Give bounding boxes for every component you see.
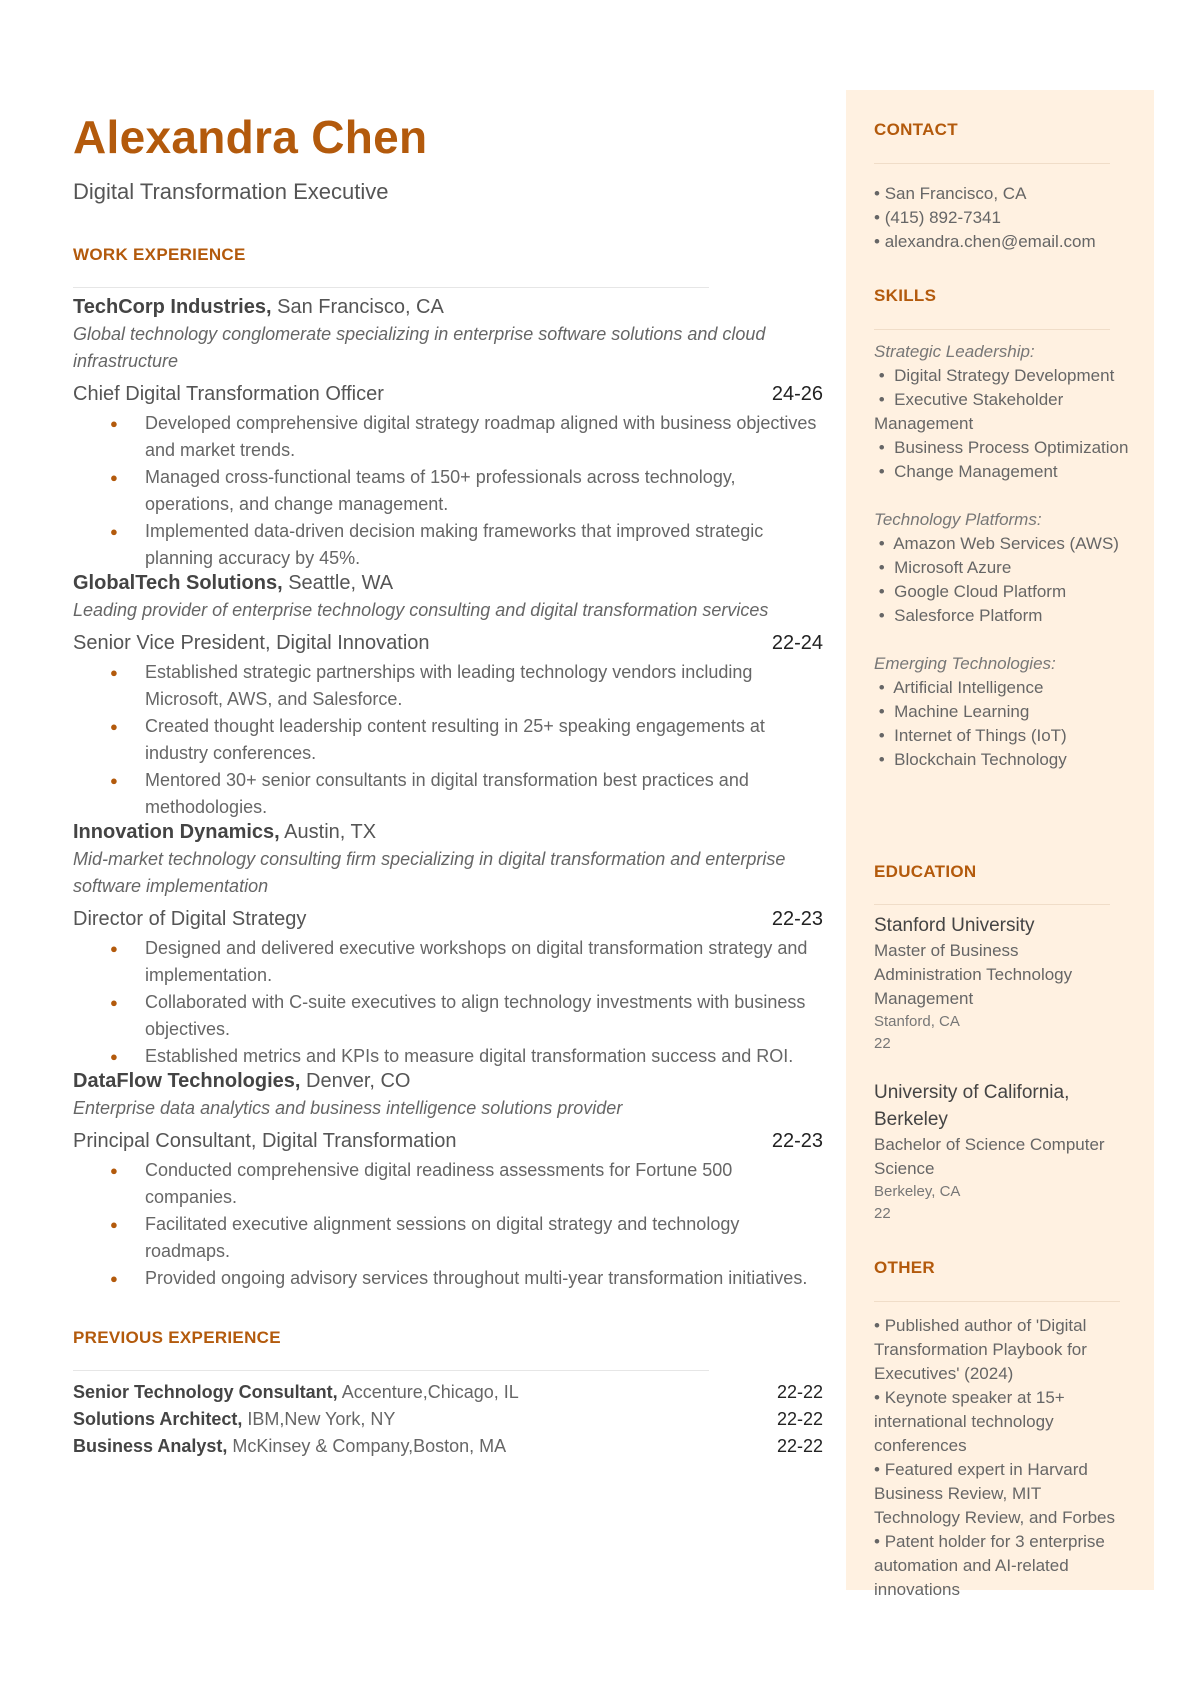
section-divider [73,1370,709,1371]
section-divider [874,329,1110,330]
achievement-list [73,1157,823,1292]
achievement-list [73,935,823,1070]
company-description: Mid-market technology consulting firm specializing in digital transformation and enterprise software implementation [73,849,786,897]
skill-category: Emerging Technologies: [874,654,1056,673]
previous-role-row [73,1379,823,1406]
contact-phone: • (415) 892-7341 [874,208,1001,227]
company-line [73,1070,823,1093]
role-row [73,383,823,406]
skill-category: Strategic Leadership: [874,342,1035,361]
company-name: GlobalTech Solutions, [73,572,283,595]
achievement-item: ● Created thought leadership content resulting in 25+ speaking engagements at industry conferences. [145,713,823,767]
previous-role-org: McKinsey & Company,Boston, MA [232,1436,507,1457]
achievement-item: ● Provided ongoing advisory services throughout multi-year transformation initiatives. [145,1265,823,1292]
graduation-year: 22 [874,1205,891,1222]
job-entry [73,1070,823,1292]
previous-role-row [73,1406,823,1433]
work-experience-heading: WORK EXPERIENCE [73,245,246,265]
contact-list [874,182,1144,254]
achievement-item: ● Developed comprehensive digital strategy roadmap aligned with business objectives and market trends. [145,410,823,464]
skill-item: • Internet of Things (IoT) [874,726,1067,745]
candidate-name: Alexandra Chen [73,111,428,163]
previous-role-org: Accenture,Chicago, IL [341,1382,519,1403]
previous-role-title: Senior Technology Consultant, [73,1382,338,1403]
role-title: Director of Digital Strategy [73,908,307,931]
achievement-item: ● Established strategic partnerships with leading technology vendors including Microsoft, AWS, and Salesforce. [145,659,823,713]
achievement-item: ● Designed and delivered executive workshops on digital transformation strategy and implementation. [145,935,823,989]
other-item: • Featured expert in Harvard Business Review, MIT Technology Review, and Forbes [874,1460,1115,1527]
company-name: DataFlow Technologies, [73,1070,301,1093]
company-description: Leading provider of enterprise technology consulting and digital transformation services [73,600,769,621]
previous-role-org: IBM,New York, NY [247,1409,396,1430]
previous-role-title: Business Analyst, [73,1436,228,1457]
achievement-item: ● Managed cross-functional teams of 150+ professionals across technology, operations, and change management. [145,464,823,518]
previous-experience-heading: PREVIOUS EXPERIENCE [73,1328,281,1348]
skill-item: • Digital Strategy Development [874,366,1115,385]
section-divider [874,904,1110,905]
company-location: San Francisco, CA [277,296,444,319]
school-location: Stanford, CA [874,1013,960,1030]
skills-list [874,340,1134,772]
skills-heading: SKILLS [874,286,937,305]
skill-item: • Change Management [874,462,1058,481]
previous-role-dates: 22-22 [776,1436,823,1457]
contact-location: • San Francisco, CA [874,184,1027,203]
previous-role-row [73,1433,823,1460]
skill-item: • Salesforce Platform [874,606,1043,625]
company-name: TechCorp Industries, [73,296,272,319]
sidebar [846,90,1154,1599]
skill-item: • Executive Stakeholder Management [874,390,1064,433]
degree: Master of Business Administration Technology Management [874,941,1073,1008]
other-heading: OTHER [874,1258,935,1277]
education-list [874,912,1124,1225]
achievement-item: ● Facilitated executive alignment sessions on digital strategy and technology roadmaps. [145,1211,823,1265]
role-title: Senior Vice President, Digital Innovation [73,632,430,655]
school-name: Stanford University [874,915,1035,936]
achievement-list [73,659,823,821]
company-line [73,821,823,844]
graduation-year: 22 [874,1035,891,1052]
company-description: Global technology conglomerate specializing in enterprise software solutions and cloud infrastructure [73,324,766,372]
previous-role-dates: 22-22 [776,1382,823,1403]
other-list [874,1314,1124,1602]
other-item: • Published author of 'Digital Transformation Playbook for Executives' (2024) [874,1316,1087,1383]
main-column [73,110,823,1460]
role-title: Chief Digital Transformation Officer [73,383,384,406]
achievement-list [73,410,823,572]
role-dates: 22-23 [771,1130,823,1153]
role-dates: 22-23 [771,908,823,931]
role-title: Principal Consultant, Digital Transformation [73,1130,457,1153]
other-item: • Patent holder for 3 enterprise automation and AI-related innovations [874,1532,1105,1599]
skill-item: • Artificial Intelligence [874,678,1044,697]
role-dates: 24-26 [771,383,823,406]
school-name: University of California, Berkeley [874,1082,1070,1130]
skill-category: Technology Platforms: [874,510,1042,529]
skill-item: • Amazon Web Services (AWS) [874,534,1119,553]
job-entry [73,572,823,821]
skill-item: • Blockchain Technology [874,750,1067,769]
section-divider [73,287,709,288]
previous-role-dates: 22-22 [776,1409,823,1430]
company-location: Denver, CO [306,1070,411,1093]
section-divider [874,163,1110,164]
achievement-item: ● Implemented data-driven decision making frameworks that improved strategic planning accuracy by 45%. [145,518,823,572]
previous-role-title: Solutions Architect, [73,1409,243,1430]
company-location: Seattle, WA [288,572,394,595]
degree: Bachelor of Science Computer Science [874,1135,1105,1178]
section-divider [874,1301,1120,1302]
school-location: Berkeley, CA [874,1183,961,1200]
company-description: Enterprise data analytics and business intelligence solutions provider [73,1098,623,1119]
skill-item: • Microsoft Azure [874,558,1012,577]
achievement-item: ● Established metrics and KPIs to measure digital transformation success and ROI. [145,1043,823,1070]
education-heading: EDUCATION [874,862,977,881]
job-entry [73,296,823,572]
achievement-item: ● Collaborated with C-suite executives to align technology investments with business objectives. [145,989,823,1043]
contact-email: • alexandra.chen@email.com [874,232,1096,251]
company-location: Austin, TX [284,821,377,844]
skill-item: • Business Process Optimization [874,438,1129,457]
company-name: Innovation Dynamics, [73,821,280,844]
skill-item: • Machine Learning [874,702,1030,721]
education-entry [874,1079,1124,1225]
job-entry [73,821,823,1070]
company-line [73,572,823,595]
role-row [73,908,823,931]
other-item: • Keynote speaker at 15+ international technology conferences [874,1388,1065,1455]
education-entry [874,912,1124,1055]
role-row [73,632,823,655]
role-row [73,1130,823,1153]
achievement-item: ● Conducted comprehensive digital readiness assessments for Fortune 500 companies. [145,1157,823,1211]
achievement-item: ● Mentored 30+ senior consultants in digital transformation best practices and methodologies. [145,767,823,821]
company-line [73,296,823,319]
candidate-title: Digital Transformation Executive [73,179,389,205]
contact-heading: CONTACT [874,120,958,139]
skill-item: • Google Cloud Platform [874,582,1067,601]
role-dates: 22-24 [771,632,823,655]
